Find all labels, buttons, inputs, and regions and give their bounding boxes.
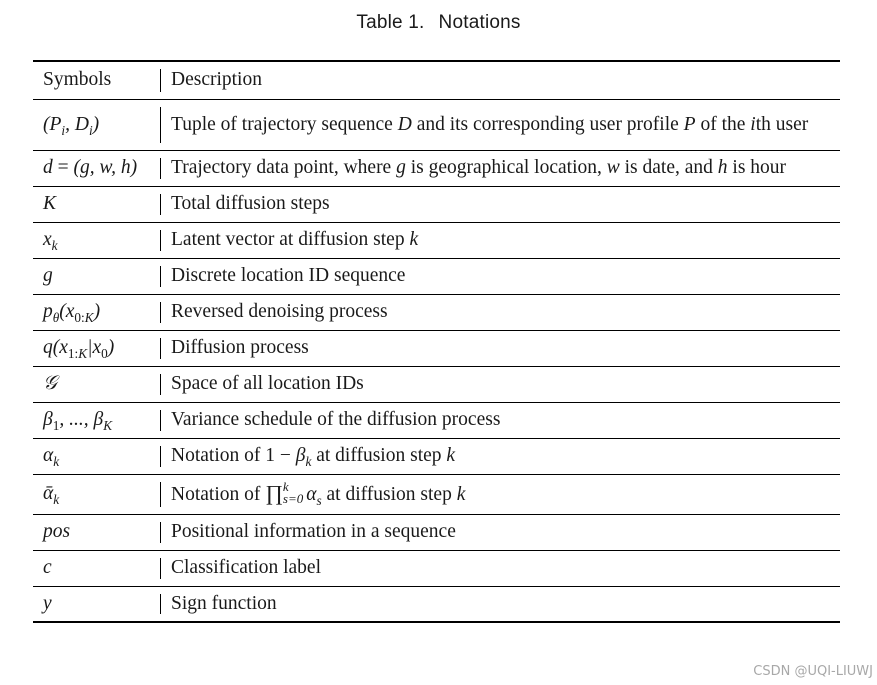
description-cell: Reversed denoising process: [160, 294, 840, 330]
description-cell: Notation of ∏ k s=0 $\alpha_s$ at diffusion step k: [160, 474, 840, 514]
symbol-cell: $q(x_{1:K}|x_0)$: [43, 337, 115, 361]
description-cell: Discrete location ID sequence: [160, 258, 840, 294]
table-row: [33, 586, 840, 622]
symbol-cell: ($P_i$, $D_i$): [43, 113, 100, 138]
description-cell: Notation of $1 - \beta_k$ at diffusion step k: [160, 438, 840, 474]
table-row: [33, 366, 840, 402]
description-cell: Variance schedule of the diffusion process: [160, 402, 840, 438]
symbol-cell: $\beta_1$, ..., $\beta_K$: [43, 409, 113, 433]
description-cell: Trajectory data point, where g is geographical location, w is date, and h is hour: [160, 150, 840, 186]
header-row: [33, 61, 840, 99]
table-row: [33, 438, 840, 474]
description-cell: Positional information in a sequence: [160, 514, 840, 550]
table-row: [33, 186, 840, 222]
table-row: [33, 258, 840, 294]
table-row: [33, 514, 840, 550]
description-cell: Classification label: [160, 550, 840, 586]
watermark: CSDN @UQI-LIUWJ: [753, 664, 873, 679]
table-row: [33, 330, 840, 366]
symbol-cell: $p_\theta(x_{0:K})$: [43, 301, 101, 325]
description-cell: Tuple of trajectory sequence D and its corresponding user profile P of the ith user: [160, 99, 840, 150]
symbol-cell: K: [43, 193, 57, 214]
notations-table: [33, 60, 840, 623]
description-cell: Sign function: [160, 586, 840, 622]
table-row: [33, 294, 840, 330]
symbol-cell: c: [43, 557, 52, 578]
table-row: [33, 550, 840, 586]
symbol-cell: $x_k$: [43, 229, 58, 253]
table-row: [33, 150, 840, 186]
description-cell: Total diffusion steps: [160, 186, 840, 222]
table-row: [33, 222, 840, 258]
description-cell: Latent vector at diffusion step k: [160, 222, 840, 258]
table-row: [33, 474, 840, 514]
header-description: Description: [160, 61, 840, 99]
description-cell: Space of all location IDs: [160, 366, 840, 402]
table-number: Table 1.: [356, 12, 425, 33]
table-caption: [0, 12, 877, 34]
table-row: [33, 99, 840, 150]
symbol-cell: 𝒢: [43, 373, 57, 394]
symbol-cell: pos: [43, 521, 71, 542]
table-row: [33, 402, 840, 438]
symbol-cell: g: [43, 265, 53, 286]
description-cell: Diffusion process: [160, 330, 840, 366]
header-symbols: Symbols: [43, 69, 112, 91]
symbol-cell: $\alpha_k$: [43, 445, 60, 469]
symbol-cell: y: [43, 592, 52, 614]
symbol-cell: d = (g, w, h): [43, 157, 138, 178]
table-title: Notations: [438, 12, 521, 33]
symbol-cell: ᾱ$_k$: [43, 483, 60, 507]
